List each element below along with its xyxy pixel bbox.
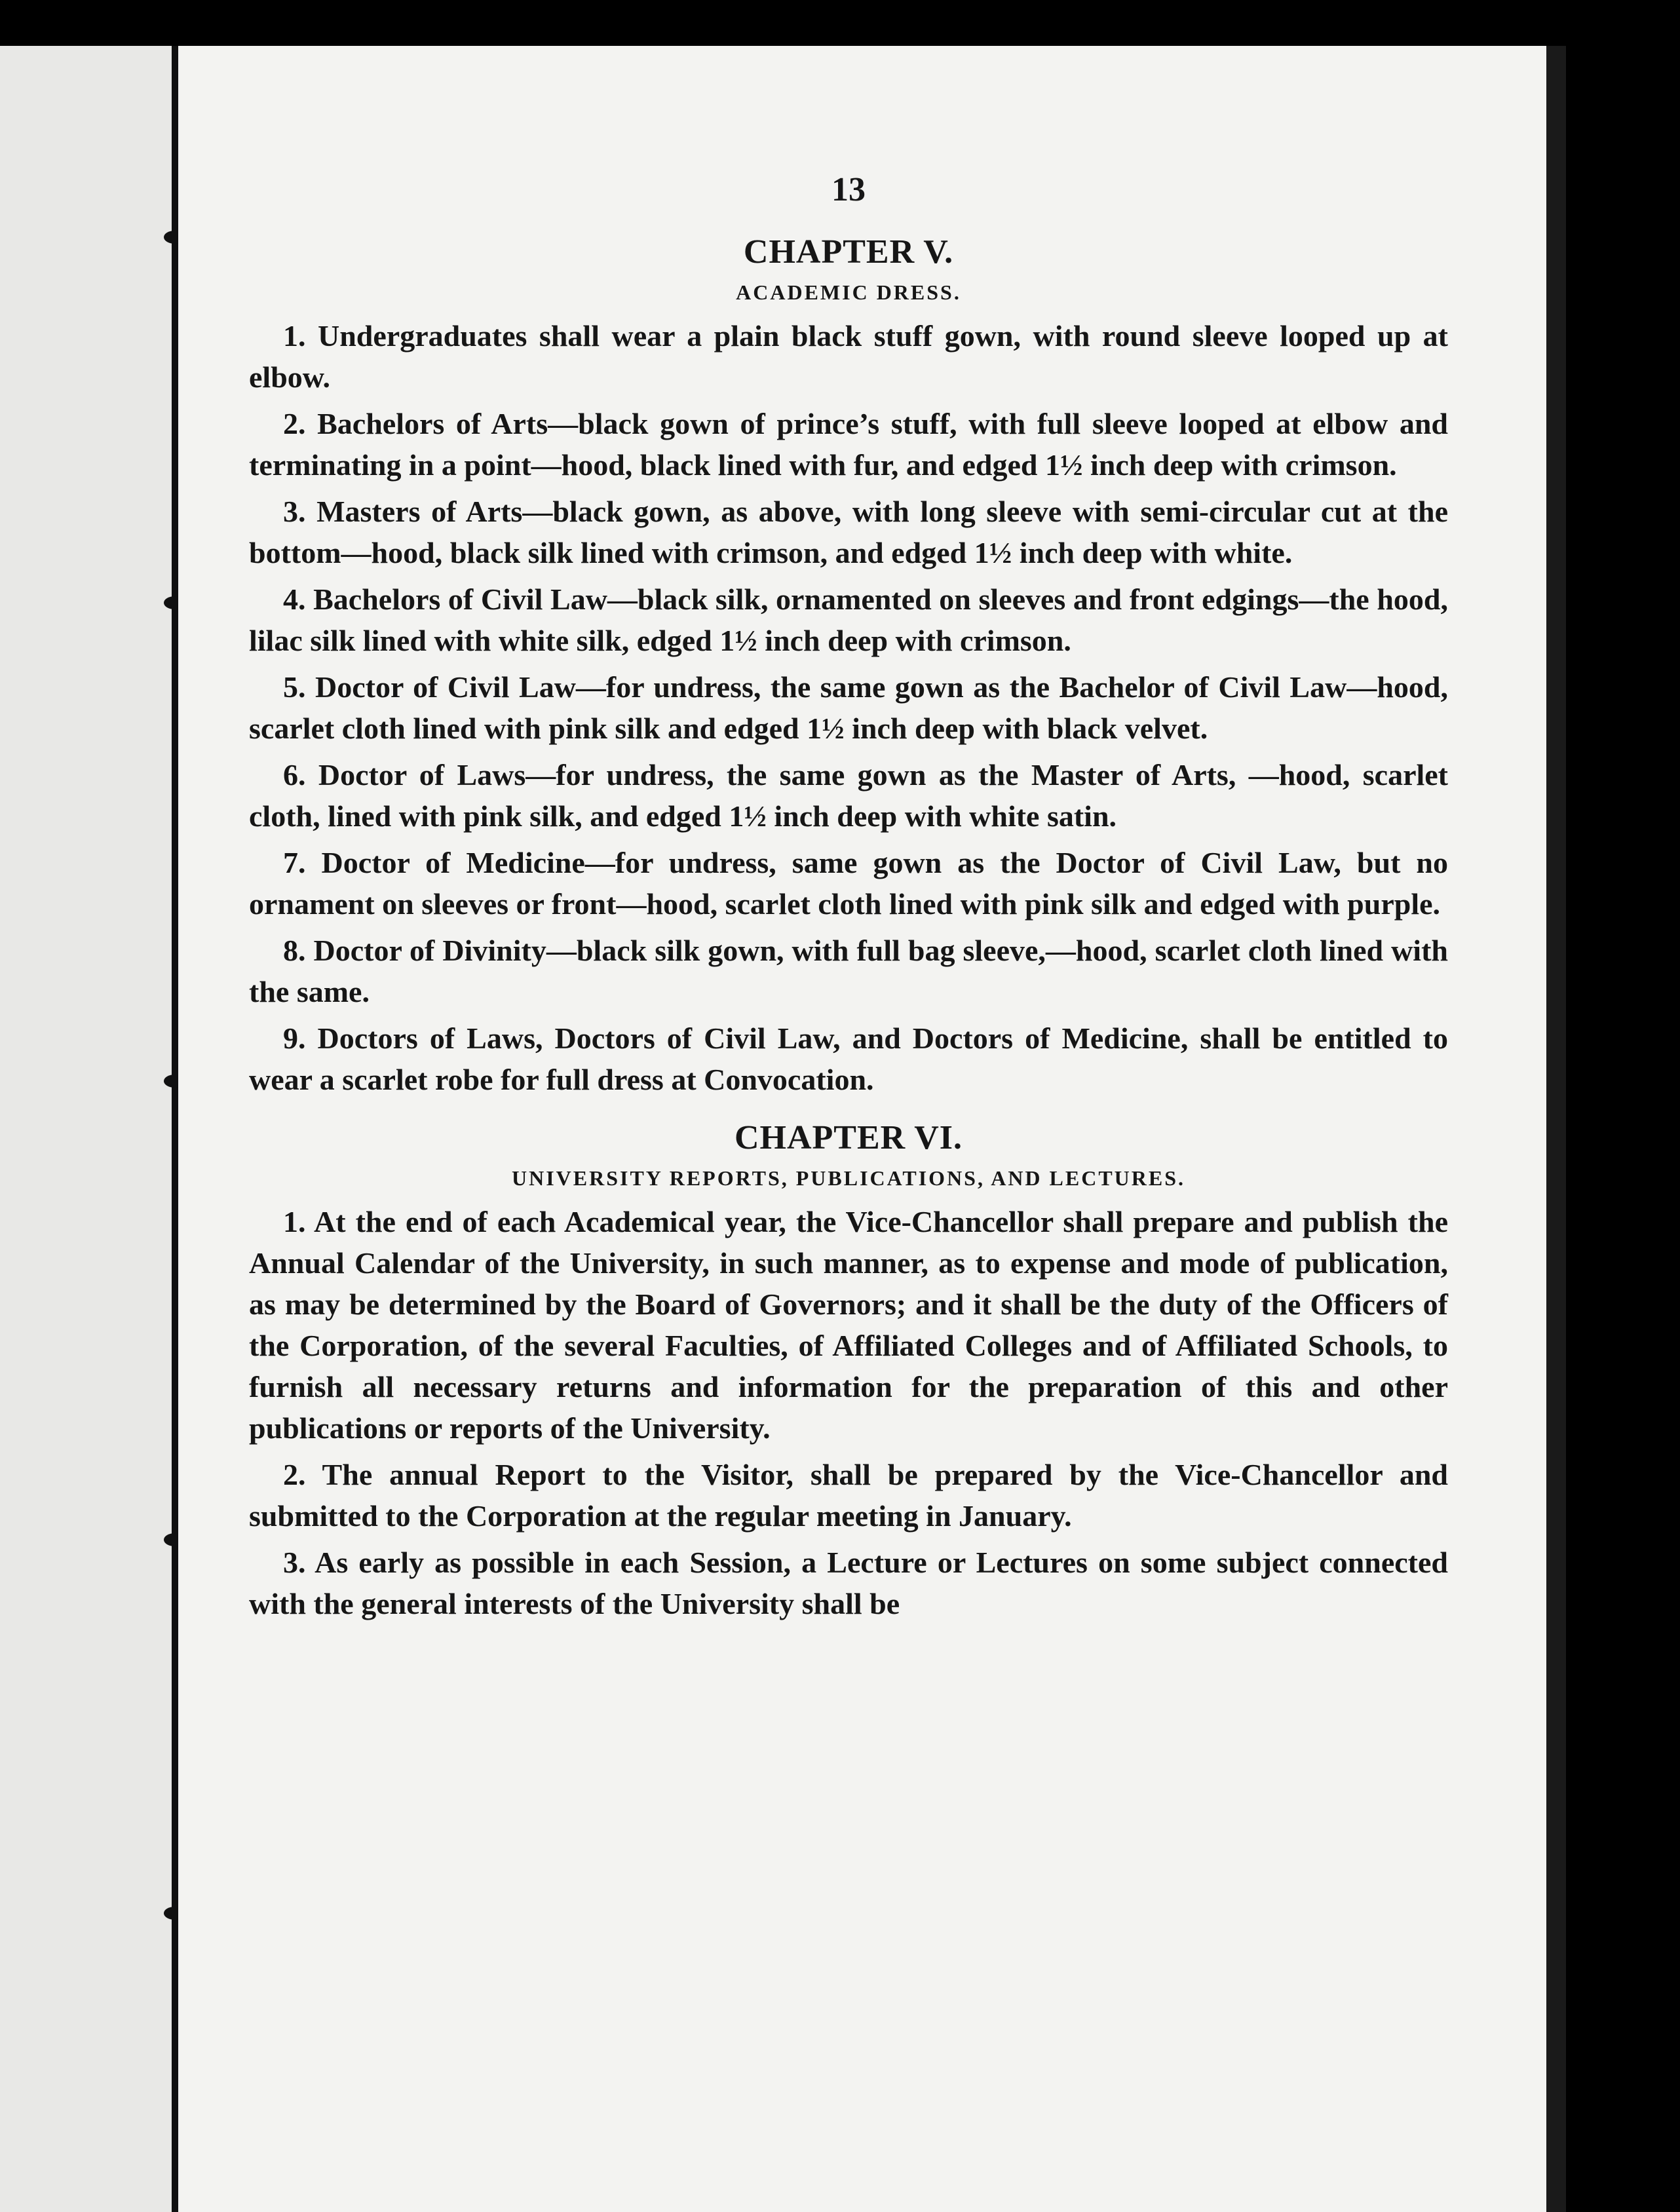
article-paragraph: 5. Doctor of Civil Law—for undress, the same gown as the Bachelor of Civil Law—hood, scarlet cloth lined with pink silk and edged 1½ inch deep with black velvet. xyxy=(249,670,1448,745)
previous-page-edge xyxy=(0,46,176,2212)
article-paragraph: 3. As early as possible in each Session, a Lecture or Lectures on some subject connected with the general interests of the University shall be xyxy=(249,1546,1448,1620)
page-edge-shadow xyxy=(1546,46,1566,2212)
article-paragraph: 8. Doctor of Divinity—black silk gown, with full bag sleeve,—hood, scarlet cloth lined with the same. xyxy=(249,934,1448,1008)
section-title: UNIVERSITY REPORTS, PUBLICATIONS, AND LECTURES. xyxy=(511,1166,1186,1190)
binding-thread xyxy=(172,46,178,2212)
chapter-heading: CHAPTER V. xyxy=(743,233,954,271)
section-title: ACADEMIC DRESS. xyxy=(736,280,961,304)
article-paragraph: 1. Undergraduates shall wear a plain black stuff gown, with round sleeve looped up at elbow. xyxy=(249,319,1448,394)
article-paragraph: 4. Bachelors of Civil Law—black silk, ornamented on sleeves and front edgings—the hood, lilac silk lined with white silk, edged 1½ inch deep with crimson. xyxy=(249,582,1448,657)
scan-border xyxy=(1566,46,1680,2212)
chapter-heading: CHAPTER VI. xyxy=(734,1119,963,1156)
article-paragraph: 7. Doctor of Medicine—for undress, same gown as the Doctor of Civil Law, but no ornament on sleeves or front—hood, scarlet cloth lined with pink silk and edged with purple. xyxy=(249,846,1448,921)
article-paragraph: 1. At the end of each Academical year, the Vice-Chancellor shall prepare and publish the Annual Calendar of the University, in such manner, as to expense and mode of publication, as may be determined by the Board of Governors; and it shall be the duty of the Officers of the Corporation, of the several Faculties, of Affiliated Colleges and of Affiliated Schools, to furnish all necessary returns and information for the preparation of this and other publications or reports of the University. xyxy=(249,1205,1448,1445)
page-number: 13 xyxy=(831,171,866,208)
article-paragraph: 9. Doctors of Laws, Doctors of Civil Law, and Doctors of Medicine, shall be entitled to wear a scarlet robe for full dress at Convocation. xyxy=(249,1021,1448,1096)
article-paragraph: 6. Doctor of Laws—for undress, the same gown as the Master of Arts, —hood, scarlet cloth, lined with pink silk, and edged 1½ inch deep with white satin. xyxy=(249,758,1448,833)
article-paragraph: 2. Bachelors of Arts—black gown of prince’s stuff, with full sleeve looped at elbow and terminating in a point—hood, black lined with fur, and edged 1½ inch deep with crimson. xyxy=(249,407,1448,482)
article-paragraph: 2. The annual Report to the Visitor, shall be prepared by the Vice-Chancellor and submitted to the Corporation at the regular meeting in January. xyxy=(249,1458,1448,1533)
page-text xyxy=(249,170,1448,1630)
article-paragraph: 3. Masters of Arts—black gown, as above, with long sleeve with semi-circular cut at the bottom—hood, black silk lined with crimson, and edged 1½ inch deep with white. xyxy=(249,495,1448,569)
